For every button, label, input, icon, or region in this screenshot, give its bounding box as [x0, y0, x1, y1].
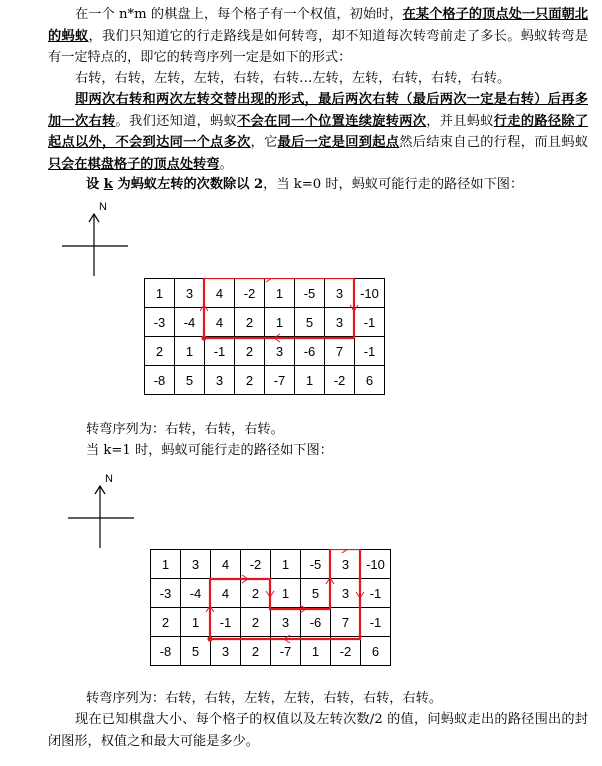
rule-emphasis-4: 最后一定是回到起点: [277, 135, 400, 150]
board-cell: -10: [355, 279, 385, 308]
k-def-text: ，当 k=0 时，蚂蚁可能行走的路径如下图：: [263, 177, 524, 192]
rule-emphasis-1: 即两次右转和两次左转交替出现的形式，最后两次右转（最后两次一定是右转）后再多加一次右转: [48, 92, 588, 129]
rule-text-1: 。我们还知道，蚂蚁: [115, 113, 238, 129]
board-row: [151, 579, 391, 608]
compass-north-label: N: [99, 201, 107, 213]
question-text: 现在已知棋盘大小、每个格子的权值以及左转次数/2 的值，问蚂蚁走出的路径围出的封闭图形，权值之和最大可能是多少。: [48, 712, 588, 749]
board-cell: 3: [331, 550, 361, 579]
board-cell: 6: [355, 366, 385, 395]
board-cell: -1: [205, 337, 235, 366]
board-cell: -5: [301, 550, 331, 579]
board-cell: 3: [271, 608, 301, 637]
rule-text-5: 。: [219, 156, 233, 172]
board-cell: -1: [211, 608, 241, 637]
board-cell: 5: [301, 579, 331, 608]
board-cell: -4: [175, 308, 205, 337]
board-example-k1: [150, 549, 391, 666]
board-cell: 7: [331, 608, 361, 637]
intro-paragraph-3: [48, 89, 588, 175]
board-cell: 1: [301, 637, 331, 666]
board-cell: 3: [205, 366, 235, 395]
board-cell: 4: [211, 550, 241, 579]
board-cell: 3: [175, 279, 205, 308]
board-cell: 2: [235, 337, 265, 366]
board-cell: 1: [145, 279, 175, 308]
board-cell: 2: [145, 337, 175, 366]
board-cell: 5: [181, 637, 211, 666]
case-k1-line: 当 k=1 时，蚂蚁可能行走的路径如下图：: [86, 443, 333, 458]
rule-text-4: 然后结束自己的行程，而且蚂蚁: [399, 135, 589, 150]
board-cell: 5: [295, 308, 325, 337]
compass-north-label: N: [105, 473, 113, 485]
board-cell: -2: [331, 637, 361, 666]
board-cell: -8: [151, 637, 181, 666]
board-cell: -1: [355, 308, 385, 337]
board-cell: 4: [205, 308, 235, 337]
board-cell: 4: [211, 579, 241, 608]
board-cell: -10: [361, 550, 391, 579]
board-cell: -6: [295, 337, 325, 366]
board-cell: 2: [241, 637, 271, 666]
rule-text-2: ，并且蚂蚁: [426, 113, 494, 129]
intro-paragraph-1: [48, 4, 588, 69]
turn-sequence-text: 右转，右转，左转，左转，右转，右转…左转，左转，右转，右转，右转。: [75, 71, 511, 86]
rule-text-3: ，它: [250, 135, 278, 150]
board-cell: -5: [295, 279, 325, 308]
board-cell: 1: [265, 279, 295, 308]
turn-sequence-k0: 转弯序列为：右转，右转，右转。: [86, 422, 284, 437]
compass-icon: [58, 196, 138, 280]
rule-emphasis-3: 行走的路径除了起点以外，不会到达同一个点多次: [48, 113, 589, 150]
rule-emphasis-2: 不会在同一个位置连续旋转两次: [237, 113, 427, 129]
turn-sequence-line: [48, 68, 588, 90]
board-cell: 1: [151, 550, 181, 579]
k-definition-line: [86, 174, 596, 196]
turn-sequence-k1: 转弯序列为：右转，右转，左转，左转，右转，右转，右转。: [86, 691, 443, 706]
k-def-prefix: 设: [86, 177, 104, 192]
board-cell: 3: [265, 337, 295, 366]
compass-icon: [64, 468, 144, 552]
board-cell: 1: [271, 579, 301, 608]
board-cell: -6: [301, 608, 331, 637]
board-cell: 3: [325, 308, 355, 337]
k-variable: k: [103, 177, 113, 192]
board-cell: 6: [361, 637, 391, 666]
board-row: [151, 637, 391, 666]
board-row: [145, 337, 385, 366]
k-def-emphasis: 为蚂蚁左转的次数除以 2: [112, 177, 264, 192]
board-grid: [144, 278, 385, 395]
board-cell: -3: [151, 579, 181, 608]
board-cell: 2: [235, 366, 265, 395]
board-cell: 1: [265, 308, 295, 337]
board-cell: 3: [181, 550, 211, 579]
board-cell: 1: [271, 550, 301, 579]
board-cell: -2: [241, 550, 271, 579]
board-cell: -1: [355, 337, 385, 366]
board-cell: 2: [241, 608, 271, 637]
board-cell: 1: [175, 337, 205, 366]
board-row: [145, 279, 385, 308]
board-cell: -4: [181, 579, 211, 608]
board-cell: 7: [325, 337, 355, 366]
board-cell: -1: [361, 579, 391, 608]
board-row: [151, 608, 391, 637]
board-cell: 1: [295, 366, 325, 395]
board-cell: -1: [361, 608, 391, 637]
intro-emphasis: 在某个格子的顶点处一只面朝北的蚂蚁: [48, 7, 588, 44]
board-cell: -7: [271, 637, 301, 666]
board-cell: 3: [211, 637, 241, 666]
board-cell: -2: [235, 279, 265, 308]
board-example-k0: [144, 278, 385, 395]
board-cell: 4: [205, 279, 235, 308]
board-cell: 5: [175, 366, 205, 395]
board-row: [145, 308, 385, 337]
board-cell: 2: [241, 579, 271, 608]
board-row: [151, 550, 391, 579]
board-row: [145, 366, 385, 395]
board-cell: -7: [265, 366, 295, 395]
board-cell: 3: [331, 579, 361, 608]
board-cell: -8: [145, 366, 175, 395]
board-cell: -3: [145, 308, 175, 337]
intro-text: 在一个 n*m 的棋盘上，每个格子有一个权值，初始时，: [75, 7, 403, 22]
question-paragraph: [48, 709, 588, 752]
board-cell: 1: [181, 608, 211, 637]
rule-emphasis-5: 只会在棋盘格子的顶点处转弯: [48, 156, 220, 172]
board-cell: 3: [325, 279, 355, 308]
intro-text-2: ，我们只知道它的行走路线是如何转弯，却不知道每次转弯前走了多长。蚂蚁转弯是有一定特点的，即它的转弯序列一定是如下的形式：: [48, 28, 589, 65]
board-cell: -2: [325, 366, 355, 395]
board-grid: [150, 549, 391, 666]
board-cell: 2: [151, 608, 181, 637]
board-cell: 2: [235, 308, 265, 337]
